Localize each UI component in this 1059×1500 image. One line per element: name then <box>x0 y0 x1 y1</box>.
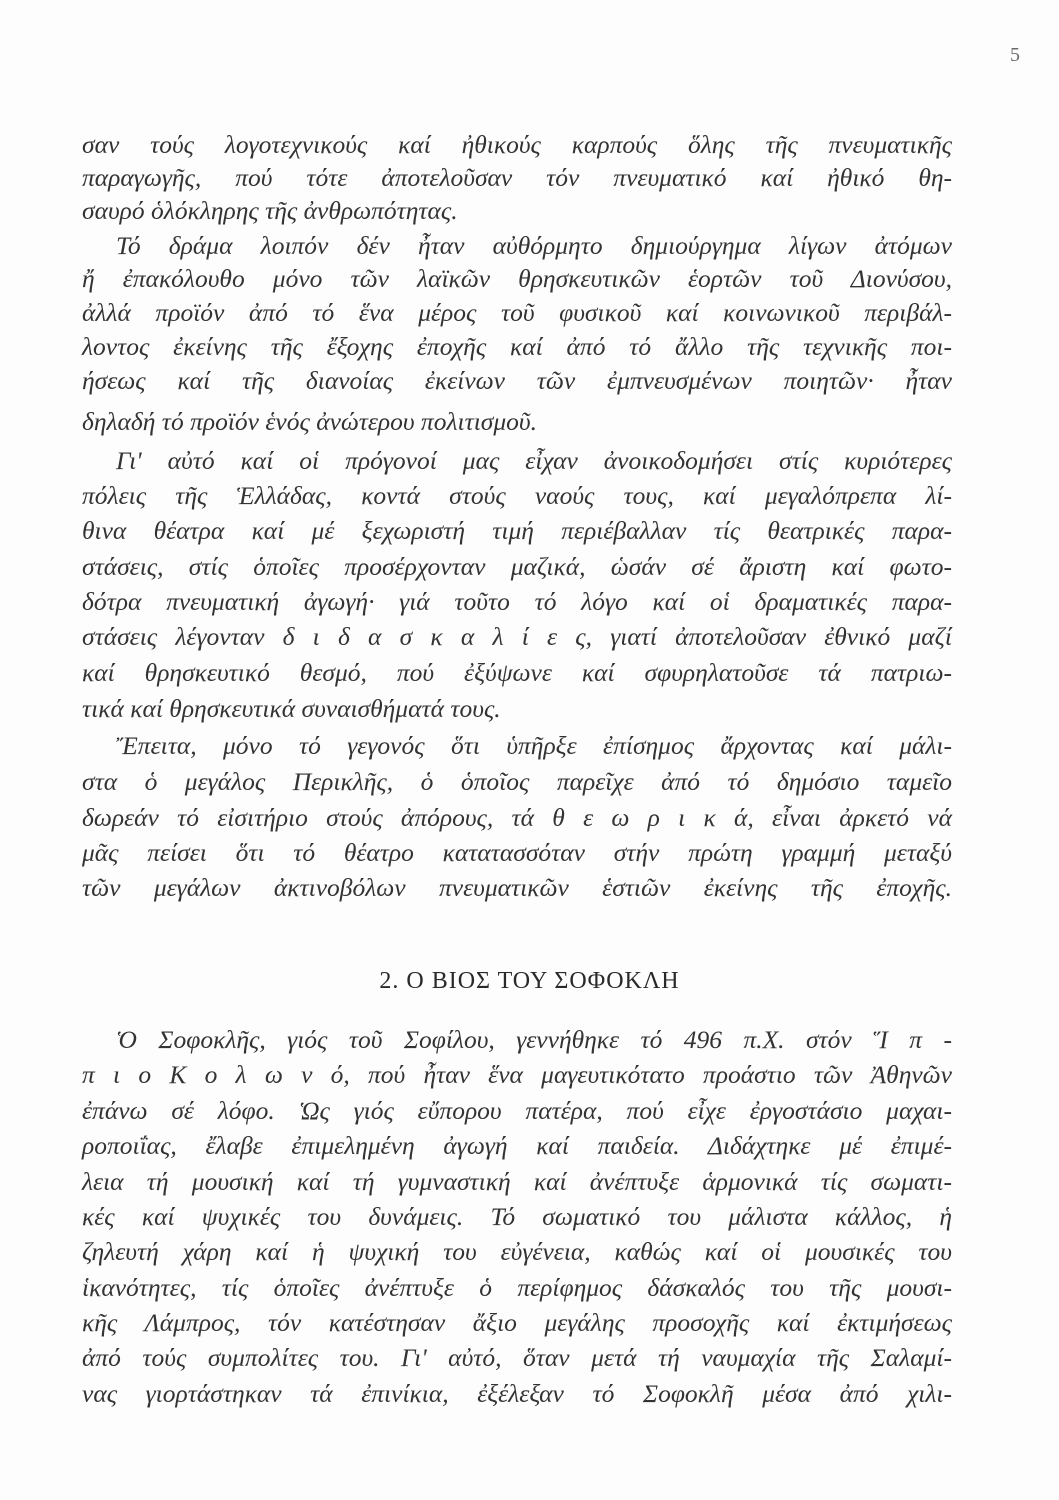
text-line: παραγωγῆς, πού τότε ἀποτελοῦσαν τόν πνευματικό καί ἠθικό θη- <box>82 163 952 192</box>
text-line: Ἔπειτα, μόνο τό γεγονός ὅτι ὑπῆρξε ἐπίσημος ἄρχοντας καί μάλι- <box>116 731 952 760</box>
text-line: σαν τούς λογοτεχνικούς καί ἠθικούς καρπούς ὅλης τῆς πνευματικῆς <box>82 130 952 159</box>
text-line: λοντος ἐκείνης τῆς ἔξοχης ἐποχῆς καί ἀπό τό ἄλλο τῆς τεχνικῆς ποι- <box>82 332 952 361</box>
text-line: κές καί ψυχικές του δυνάμεις. Τό σωματικό του μάλιστα κάλλος, ἡ <box>82 1202 952 1231</box>
text-line: Γι' αὐτό καί οἱ πρόγονοί μας εἶχαν ἀνοικοδομήσει στίς κυριότερες <box>116 446 952 475</box>
text-line: στα ὁ μεγάλος Περικλῆς, ὁ ὁποῖος παρεῖχε ἀπό τό δημόσιο ταμεῖο <box>82 767 952 796</box>
text-line: στάσεις λέγονταν δ ι δ α σ κ α λ ί ε ς, γιατί ἀποτελοῦσαν ἐθνικό μαζί <box>82 622 952 651</box>
text-line: ήσεως καί τῆς διανοίας ἐκείνων τῶν ἐμπνευσμένων ποιητῶν· ἦταν <box>82 366 952 395</box>
text-line: ζηλευτή χάρη καί ἡ ψυχική του εὐγένεια, καθώς καί οἱ μουσικές του <box>82 1237 952 1266</box>
text-line: θινα θέατρα καί μέ ξεχωριστή τιμή περιέβαλλαν τίς θεατρικές παρα- <box>82 516 952 545</box>
text-line: ἐπάνω σέ λόφο. Ὡς γιός εὔπορου πατέρα, πού εἶχε ἐργοστάσιο μαχαι- <box>82 1096 952 1125</box>
text-line: στάσεις, στίς ὁποῖες προσέρχονταν μαζικά, ὡσάν σέ ἄριστη καί φωτο- <box>82 552 952 581</box>
text-line: καί θρησκευτικό θεσμό, πού ἐξύψωνε καί σφυρηλατοῦσε τά πατριω- <box>82 658 952 687</box>
text-line: μᾶς πείσει ὅτι τό θέατρο κατατασσόταν στήν πρώτη γραμμή μεταξύ <box>82 838 952 867</box>
text-line: ροποιΐας, ἔλαβε ἐπιμελημένη ἀγωγή καί παιδεία. Διδάχτηκε μέ ἐπιμέ- <box>82 1131 952 1160</box>
text-line: ἤ ἐπακόλουθο μόνο τῶν λαϊκῶν θρησκευτικῶν ἑορτῶν τοῦ Διονύσου, <box>82 264 952 293</box>
text-line: Τό δράμα λοιπόν δέν ἦταν αὐθόρμητο δημιούργημα λίγων ἀτόμων <box>116 231 952 260</box>
section-heading: 2. Ο ΒΙΟΣ ΤΟΥ ΣΟΦΟΚΛΗ <box>379 968 680 994</box>
text-line: ἀλλά προϊόν ἀπό τό ἕνα μέρος τοῦ φυσικοῦ καί κοινωνικοῦ περιβάλ- <box>82 298 952 327</box>
text-line: κῆς Λάμπρος, τόν κατέστησαν ἄξιο μεγάλης προσοχῆς καί ἐκτιμήσεως <box>82 1308 952 1337</box>
text-line: δηλαδή τό προϊόν ἑνός ἀνώτερου πολιτισμοῦ. <box>82 407 538 436</box>
text-line: δότρα πνευματική ἀγωγή· γιά τοῦτο τό λόγο καί οἱ δραματικές παρα- <box>82 587 952 616</box>
text-line: νας γιορτάστηκαν τά ἐπινίκια, ἐξέλεξαν τό Σοφοκλῆ μέσα ἀπό χιλι- <box>82 1379 952 1408</box>
text-line: πόλεις τῆς Ἑλλάδας, κοντά στούς ναούς τους, καί μεγαλόπρεπα λί- <box>82 481 952 510</box>
text-line: ἀπό τούς συμπολίτες του. Γι' αὐτό, ὅταν μετά τή ναυμαχία τῆς Σαλαμί- <box>82 1343 952 1372</box>
text-line: π ι ο Κ ο λ ω ν ό, πού ἦταν ἕνα μαγευτικότατο προάστιο τῶν Ἀθηνῶν <box>82 1060 952 1089</box>
text-line: τῶν μεγάλων ἀκτινοβόλων πνευματικῶν ἑστιῶν ἐκείνης τῆς ἐποχῆς. <box>82 873 952 902</box>
page-number: 5 <box>1010 44 1020 66</box>
text-line: δωρεάν τό εἰσιτήριο στούς ἀπόρους, τά θ ε ω ρ ι κ ά, εἶναι ἀρκετό νά <box>82 803 952 832</box>
text-line: ἱκανότητες, τίς ὁποῖες ἀνέπτυξε ὁ περίφημος δάσκαλός του τῆς μουσι- <box>82 1273 952 1302</box>
text-line: λεια τή μουσική καί τή γυμναστική καί ἀνέπτυξε ἁρμονικά τίς σωματι- <box>82 1167 952 1196</box>
text-line: τικά καί θρησκευτικά συναισθήματά τους. <box>82 694 501 723</box>
text-line: Ὁ Σοφοκλῆς, γιός τοῦ Σοφίλου, γεννήθηκε τό 496 π.Χ. στόν Ἵ π - <box>116 1025 952 1054</box>
text-line: σαυρό ὁλόκληρης τῆς ἀνθρωπότητας. <box>82 196 458 225</box>
